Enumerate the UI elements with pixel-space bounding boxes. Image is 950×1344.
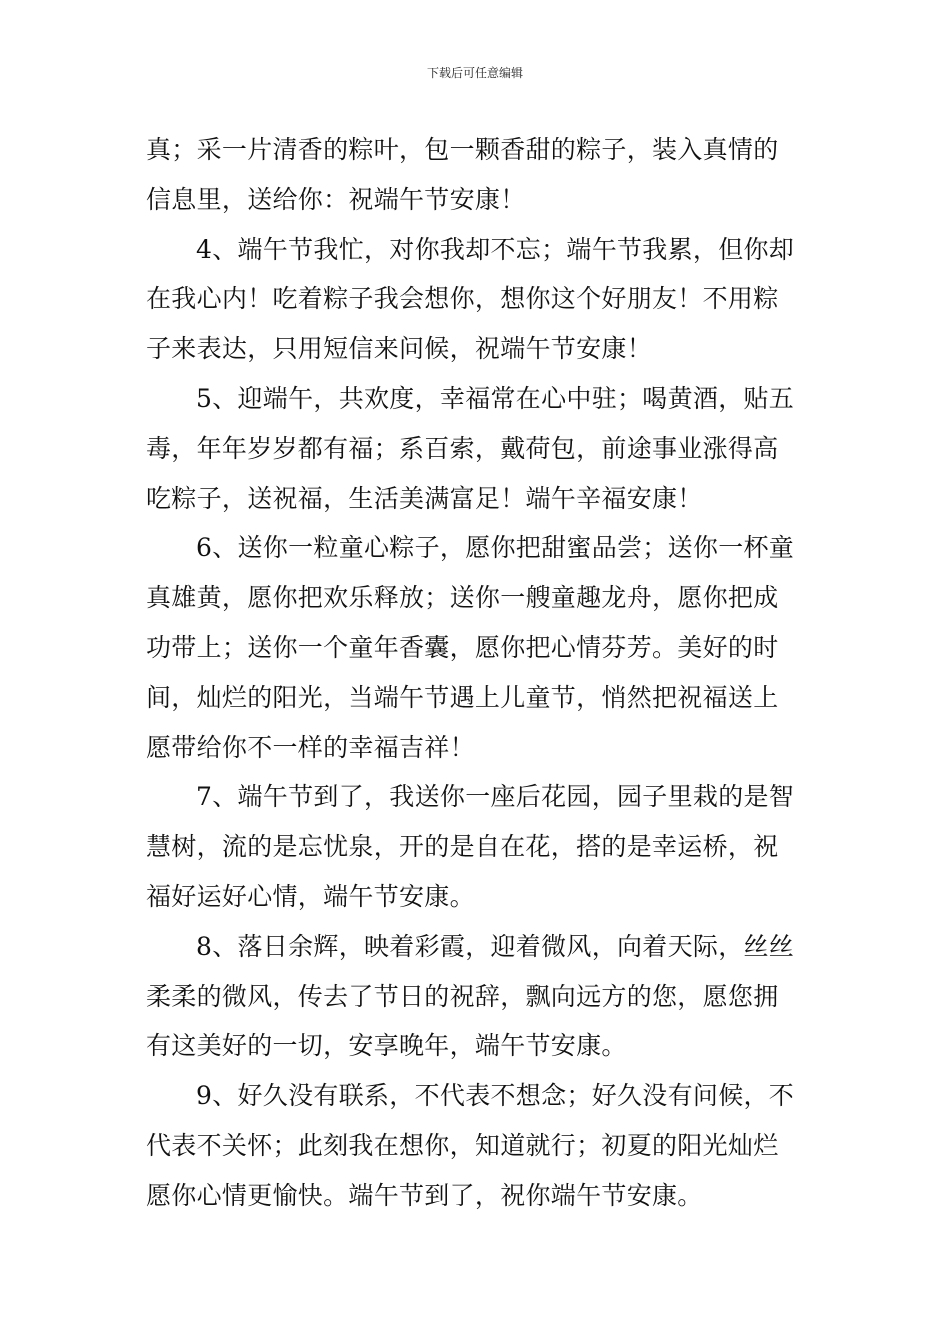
text-line: 间，灿烂的阳光，当端午节遇上儿童节，悄然把祝福送上 bbox=[146, 682, 779, 712]
text-line: 愿你心情更愉快。端午节到了，祝你端午节安康。 bbox=[146, 1180, 703, 1210]
text-line: 5、迎端午，共欢度，幸福常在心中驻；喝黄酒，贴五 bbox=[196, 383, 795, 413]
paragraph-item-7 bbox=[146, 772, 806, 921]
text-line: 6、送你一粒童心粽子，愿你把甜蜜品尝；送你一杯童 bbox=[196, 533, 795, 563]
text-line: 慧树，流的是忘忧泉，开的是自在花，搭的是幸运桥，祝 bbox=[146, 832, 779, 862]
paragraph-item-4 bbox=[146, 225, 806, 374]
document-body bbox=[146, 125, 806, 1221]
text-line: 8、落日余辉，映着彩霞，迎着微风，向着天际，丝丝 bbox=[196, 931, 795, 961]
text-line: 吃粽子，送祝福，生活美满富足！端午辛福安康！ bbox=[146, 483, 703, 513]
text-line: 信息里，送给你：祝端午节安康！ bbox=[146, 184, 526, 214]
text-line: 7、端午节到了，我送你一座后花园，园子里栽的是智 bbox=[196, 782, 795, 812]
text-line: 子来表达，只用短信来问候，祝端午节安康！ bbox=[146, 334, 653, 364]
paragraph-item-8 bbox=[146, 922, 806, 1071]
paragraph-item-5 bbox=[146, 374, 806, 523]
paragraph-continuation bbox=[146, 125, 806, 225]
text-line: 在我心内！吃着粽子我会想你，想你这个好朋友！不用粽 bbox=[146, 284, 779, 314]
text-line: 功带上；送你一个童年香囊，愿你把心情芬芳。美好的时 bbox=[146, 632, 779, 662]
text-line: 柔柔的微风，传去了节日的祝辞，飘向远方的您，愿您拥 bbox=[146, 981, 779, 1011]
text-line: 毒，年年岁岁都有福；系百索，戴荷包，前途事业涨得高 bbox=[146, 433, 779, 463]
text-line: 福好运好心情，端午节安康。 bbox=[146, 881, 475, 911]
text-line: 真；采一片清香的粽叶，包一颗香甜的粽子，装入真情的 bbox=[146, 135, 779, 164]
paragraph-item-6 bbox=[146, 523, 806, 772]
paragraph-item-9 bbox=[146, 1071, 806, 1220]
text-line: 代表不关怀；此刻我在想你，知道就行；初夏的阳光灿烂 bbox=[146, 1130, 779, 1160]
text-line: 愿带给你不一样的幸福吉祥！ bbox=[146, 732, 475, 762]
text-line: 9、好久没有联系，不代表不想念；好久没有问候，不 bbox=[196, 1081, 795, 1111]
text-line: 真雄黄，愿你把欢乐释放；送你一艘童趣龙舟，愿你把成 bbox=[146, 583, 779, 613]
text-line: 4、端午节我忙，对你我却不忘；端午节我累，但你却 bbox=[196, 234, 795, 264]
text-line: 有这美好的一切，安享晚年，端午节安康。 bbox=[146, 1031, 627, 1061]
page-header: 下载后可任意编辑 bbox=[426, 66, 523, 80]
